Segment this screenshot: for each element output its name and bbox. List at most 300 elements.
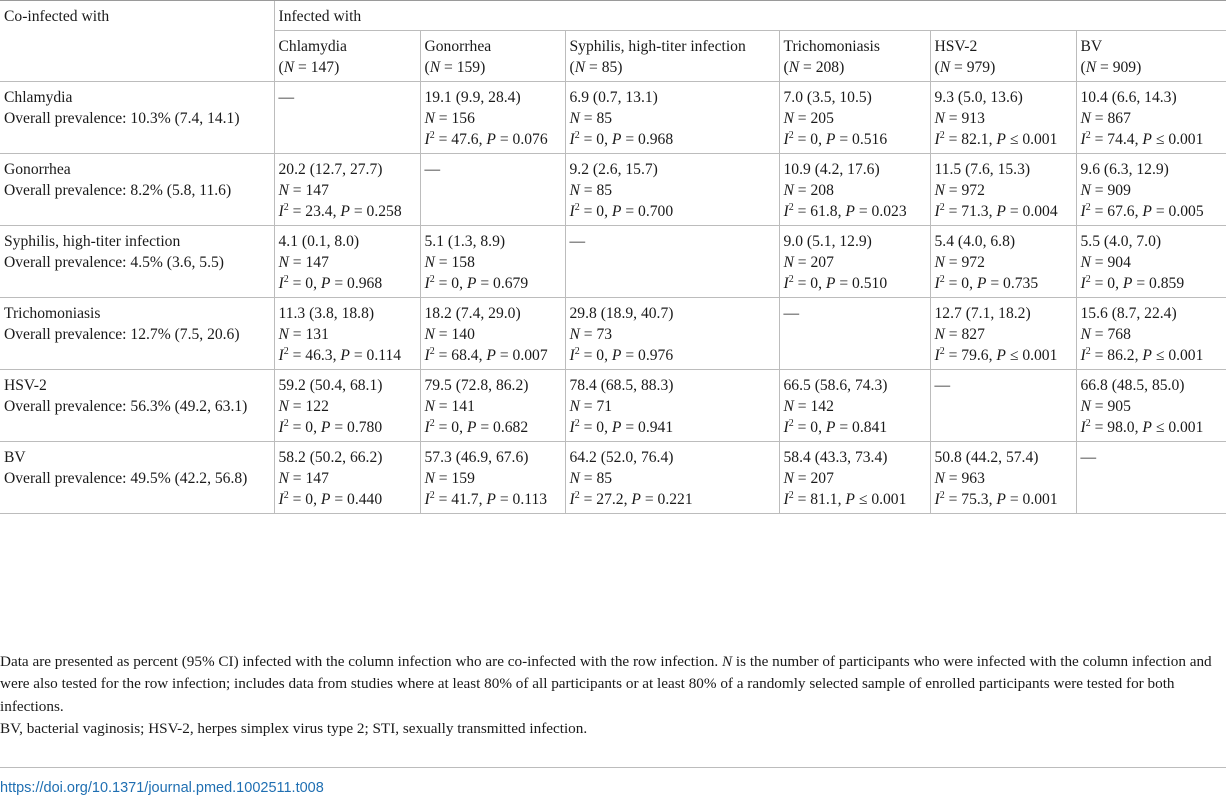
i2-value: 41.7 bbox=[451, 491, 479, 508]
p-symbol: P bbox=[611, 131, 622, 148]
i2-value: 67.6 bbox=[1107, 203, 1135, 220]
sample-size: N = 904 bbox=[1080, 254, 1131, 271]
column-header-name: Trichomoniasis bbox=[783, 38, 880, 55]
data-cell bbox=[420, 82, 565, 154]
n-symbol: N bbox=[569, 110, 580, 127]
data-cell bbox=[1076, 154, 1226, 226]
estimate-ci: 11.5 (7.6, 15.3) bbox=[934, 161, 1031, 178]
i-symbol: I bbox=[569, 131, 575, 148]
n-symbol: N bbox=[783, 398, 794, 415]
n-value: 909 bbox=[1107, 182, 1131, 199]
column-header bbox=[1076, 31, 1226, 82]
estimate-ci: 10.4 (6.6, 14.3) bbox=[1080, 89, 1177, 106]
i-symbol: I bbox=[569, 419, 575, 436]
column-n-value: 159 bbox=[456, 59, 481, 76]
superscript-2: 2 bbox=[788, 201, 794, 213]
i2-value: 74.4 bbox=[1107, 131, 1135, 148]
data-cell bbox=[420, 154, 565, 226]
data-cell bbox=[1076, 370, 1226, 442]
column-header-name: Syphilis, high-titer infection bbox=[569, 38, 746, 55]
superscript-2: 2 bbox=[574, 345, 580, 357]
column-n-value: 979 bbox=[966, 59, 991, 76]
n-value: 972 bbox=[961, 254, 985, 271]
superscript-2: 2 bbox=[939, 201, 945, 213]
i2-stat: $I^2 = 0$, bbox=[424, 417, 463, 436]
heterogeneity-stats bbox=[784, 489, 926, 510]
p-symbol: P bbox=[1122, 275, 1133, 292]
p-stat bbox=[1142, 419, 1164, 436]
data-cell bbox=[420, 298, 565, 370]
p-relation: = bbox=[499, 131, 509, 148]
p-value: 0.221 bbox=[657, 491, 693, 508]
n-symbol: N bbox=[788, 59, 800, 76]
p-symbol: P bbox=[320, 491, 331, 508]
data-cell bbox=[274, 370, 420, 442]
p-stat bbox=[612, 347, 634, 364]
estimate-ci: 64.2 (52.0, 76.4) bbox=[569, 449, 674, 466]
data-cell bbox=[420, 370, 565, 442]
p-value: 0.113 bbox=[512, 491, 548, 508]
estimate-ci: 19.1 (9.9, 28.4) bbox=[424, 89, 521, 106]
heterogeneity-stats bbox=[279, 273, 416, 294]
column-n-value: 909 bbox=[1112, 59, 1137, 76]
i2-stat: $I^2 = 0$, bbox=[569, 201, 608, 220]
p-value: 0.001 bbox=[1168, 347, 1204, 364]
i2-stat: $I^2 = 0$, bbox=[783, 417, 822, 436]
p-stat bbox=[467, 419, 489, 436]
data-cell bbox=[274, 154, 420, 226]
p-stat bbox=[996, 203, 1018, 220]
p-stat bbox=[321, 491, 343, 508]
sample-size: N = 85 bbox=[569, 110, 613, 127]
n-symbol: N bbox=[934, 182, 945, 199]
i2-value: 0 bbox=[810, 275, 819, 292]
n-value: 207 bbox=[810, 254, 834, 271]
p-stat bbox=[321, 275, 343, 292]
i-symbol: I bbox=[934, 347, 940, 364]
n-value: 142 bbox=[810, 398, 834, 415]
i-symbol: I bbox=[1080, 275, 1086, 292]
table-row bbox=[0, 226, 1226, 298]
superscript-2: 2 bbox=[429, 489, 435, 501]
sample-size: N = 972 bbox=[934, 254, 985, 271]
p-value: 0.735 bbox=[1003, 275, 1039, 292]
i-symbol: I bbox=[569, 347, 575, 364]
sample-size: N = 768 bbox=[1080, 326, 1131, 343]
n-symbol: N bbox=[278, 326, 289, 343]
p-value: 0.440 bbox=[347, 491, 383, 508]
p-relation: ≤ bbox=[1009, 131, 1019, 148]
n-symbol: N bbox=[1080, 110, 1091, 127]
header-group-row bbox=[0, 1, 1226, 31]
data-cell bbox=[565, 82, 779, 154]
superscript-2: 2 bbox=[429, 345, 435, 357]
p-value: 0.682 bbox=[493, 419, 529, 436]
column-header bbox=[420, 31, 565, 82]
p-relation: = bbox=[625, 419, 635, 436]
superscript-2: 2 bbox=[429, 273, 435, 285]
sample-size: N = 73 bbox=[569, 326, 613, 343]
heterogeneity-stats bbox=[784, 129, 926, 150]
sample-size: N = 905 bbox=[1080, 398, 1131, 415]
n-symbol: N bbox=[934, 470, 945, 487]
i2-value: 23.4 bbox=[305, 203, 333, 220]
estimate-ci: 5.1 (1.3, 8.9) bbox=[424, 233, 506, 250]
estimate-ci: 6.9 (0.7, 13.1) bbox=[569, 89, 658, 106]
estimate-ci: 12.7 (7.1, 18.2) bbox=[934, 305, 1031, 322]
p-stat bbox=[826, 131, 848, 148]
n-value: 905 bbox=[1107, 398, 1131, 415]
data-cell bbox=[779, 82, 930, 154]
p-symbol: P bbox=[320, 275, 331, 292]
p-symbol: P bbox=[486, 491, 496, 508]
n-symbol: N bbox=[424, 254, 435, 271]
n-value: 122 bbox=[305, 398, 329, 415]
column-header-n: (N = 85) bbox=[569, 59, 623, 76]
i2-stat: $I^2 = 0$, bbox=[783, 129, 822, 148]
n-value: 913 bbox=[961, 110, 985, 127]
n-value: 85 bbox=[596, 182, 613, 199]
i2-value: 46.3 bbox=[305, 347, 333, 364]
data-cell bbox=[1076, 298, 1226, 370]
estimate-ci: 5.4 (4.0, 6.8) bbox=[934, 233, 1016, 250]
sample-size: N = 208 bbox=[783, 182, 834, 199]
i2-stat: $I^2 = 81.1$, bbox=[783, 489, 842, 508]
column-header-n: (N = 979) bbox=[934, 59, 996, 76]
column-header-n: (N = 147) bbox=[278, 59, 340, 76]
p-value: 0.001 bbox=[1168, 131, 1204, 148]
i2-value: 68.4 bbox=[451, 347, 479, 364]
n-value: 73 bbox=[596, 326, 613, 343]
row-header bbox=[0, 298, 274, 370]
data-cell bbox=[779, 154, 930, 226]
i-symbol: I bbox=[783, 491, 789, 508]
p-value: 0.005 bbox=[1168, 203, 1204, 220]
heterogeneity-stats bbox=[1081, 345, 1223, 366]
n-value: 158 bbox=[451, 254, 475, 271]
n-symbol: N bbox=[1080, 398, 1091, 415]
i-symbol: I bbox=[278, 275, 284, 292]
n-value: 972 bbox=[961, 182, 985, 199]
sample-size: N = 207 bbox=[783, 254, 834, 271]
p-symbol: P bbox=[611, 419, 622, 436]
row-header bbox=[0, 82, 274, 154]
i2-value: 0 bbox=[451, 275, 460, 292]
data-cell bbox=[930, 154, 1076, 226]
estimate-ci: 5.5 (4.0, 7.0) bbox=[1080, 233, 1162, 250]
sample-size: N = 158 bbox=[424, 254, 475, 271]
estimate-ci: 15.6 (8.7, 22.4) bbox=[1080, 305, 1177, 322]
estimate-ci: 78.4 (68.5, 88.3) bbox=[569, 377, 674, 394]
heterogeneity-stats bbox=[425, 273, 561, 294]
p-relation: ≤ bbox=[1155, 131, 1165, 148]
row-overall-prevalence: Overall prevalence: 10.3% (7.4, 14.1) bbox=[4, 110, 240, 127]
data-cell bbox=[565, 298, 779, 370]
heterogeneity-stats bbox=[784, 201, 926, 222]
estimate-ci: 9.3 (5.0, 13.6) bbox=[934, 89, 1023, 106]
superscript-2: 2 bbox=[283, 489, 289, 501]
i2-value: 61.8 bbox=[810, 203, 838, 220]
heterogeneity-stats bbox=[784, 273, 926, 294]
i2-value: 0 bbox=[305, 491, 314, 508]
heterogeneity-stats bbox=[935, 273, 1072, 294]
data-cell bbox=[930, 442, 1076, 514]
p-relation: = bbox=[499, 347, 509, 364]
column-header bbox=[565, 31, 779, 82]
estimate-ci: 58.4 (43.3, 73.4) bbox=[783, 449, 888, 466]
n-value: 85 bbox=[596, 470, 613, 487]
p-value: 0.941 bbox=[638, 419, 674, 436]
sample-size: N = 827 bbox=[934, 326, 985, 343]
p-value: 0.076 bbox=[512, 131, 548, 148]
estimate-ci: 66.5 (58.6, 74.3) bbox=[783, 377, 888, 394]
data-cell bbox=[779, 226, 930, 298]
n-symbol: N bbox=[1080, 326, 1091, 343]
i2-stat: $I^2 = 0$, bbox=[278, 489, 317, 508]
column-header-n: (N = 909) bbox=[1080, 59, 1142, 76]
p-stat bbox=[845, 491, 867, 508]
i-symbol: I bbox=[278, 419, 284, 436]
p-symbol: P bbox=[340, 347, 350, 364]
heterogeneity-stats bbox=[935, 345, 1072, 366]
p-stat bbox=[612, 131, 634, 148]
p-relation: = bbox=[1009, 491, 1019, 508]
p-value: 0.001 bbox=[1022, 131, 1058, 148]
p-relation: = bbox=[334, 491, 344, 508]
i2-stat: $I^2 = 46.3$, bbox=[278, 345, 337, 364]
i2-value: 0 bbox=[810, 419, 819, 436]
i2-value: 0 bbox=[596, 419, 605, 436]
superscript-2: 2 bbox=[574, 417, 580, 429]
p-symbol: P bbox=[486, 347, 496, 364]
i2-stat: $I^2 = 74.4$, bbox=[1080, 129, 1139, 148]
i-symbol: I bbox=[424, 275, 430, 292]
data-cell bbox=[420, 226, 565, 298]
estimate-ci: 59.2 (50.4, 68.1) bbox=[278, 377, 383, 394]
p-relation: = bbox=[839, 131, 849, 148]
p-value: 0.679 bbox=[493, 275, 529, 292]
p-value: 0.516 bbox=[852, 131, 888, 148]
p-stat bbox=[340, 347, 362, 364]
n-symbol: N bbox=[574, 59, 586, 76]
n-symbol: N bbox=[424, 326, 435, 343]
p-relation: = bbox=[334, 419, 344, 436]
p-stat bbox=[321, 419, 343, 436]
column-n-value: 85 bbox=[601, 59, 618, 76]
n-symbol: N bbox=[278, 182, 289, 199]
i2-stat: $I^2 = 41.7$, bbox=[424, 489, 483, 508]
heterogeneity-stats bbox=[935, 489, 1072, 510]
heterogeneity-stats bbox=[570, 489, 775, 510]
p-symbol: P bbox=[845, 491, 855, 508]
i2-stat: $I^2 = 68.4$, bbox=[424, 345, 483, 364]
sample-size: N = 207 bbox=[783, 470, 834, 487]
p-value: 0.001 bbox=[1022, 491, 1058, 508]
estimate-ci: 18.2 (7.4, 29.0) bbox=[424, 305, 521, 322]
table-row bbox=[0, 442, 1226, 514]
estimate-ci: 66.8 (48.5, 85.0) bbox=[1080, 377, 1185, 394]
p-relation: = bbox=[353, 203, 363, 220]
row-header bbox=[0, 226, 274, 298]
p-relation: = bbox=[625, 131, 635, 148]
i2-value: 0 bbox=[451, 419, 460, 436]
superscript-2: 2 bbox=[939, 273, 945, 285]
superscript-2: 2 bbox=[1085, 345, 1091, 357]
corner-header: Co-infected with bbox=[0, 1, 274, 82]
p-value: 0.001 bbox=[1022, 347, 1058, 364]
column-header-name: Gonorrhea bbox=[424, 38, 492, 55]
n-symbol: N bbox=[424, 398, 435, 415]
n-symbol: N bbox=[783, 254, 794, 271]
superscript-2: 2 bbox=[788, 273, 794, 285]
heterogeneity-stats bbox=[425, 129, 561, 150]
data-cell bbox=[274, 82, 420, 154]
row-infection-name: BV bbox=[4, 449, 26, 466]
group-header: Infected with bbox=[274, 1, 1226, 31]
n-value: 147 bbox=[305, 470, 329, 487]
data-cell bbox=[779, 442, 930, 514]
i-symbol: I bbox=[278, 347, 284, 364]
i-symbol: I bbox=[934, 203, 940, 220]
data-cell bbox=[930, 370, 1076, 442]
superscript-2: 2 bbox=[788, 129, 794, 141]
data-cell bbox=[565, 154, 779, 226]
p-symbol: P bbox=[1142, 131, 1152, 148]
data-cell bbox=[565, 226, 779, 298]
heterogeneity-stats bbox=[279, 489, 416, 510]
n-value: 963 bbox=[961, 470, 985, 487]
empty-cell-dash: — bbox=[934, 377, 951, 394]
i2-stat: $I^2 = 0$, bbox=[783, 273, 822, 292]
p-relation: = bbox=[1009, 203, 1019, 220]
p-value: 0.510 bbox=[852, 275, 888, 292]
estimate-ci: 11.3 (3.8, 18.8) bbox=[278, 305, 375, 322]
superscript-2: 2 bbox=[574, 129, 580, 141]
n-symbol: N bbox=[569, 326, 580, 343]
i2-value: 79.6 bbox=[961, 347, 989, 364]
p-symbol: P bbox=[1142, 419, 1152, 436]
row-infection-name: Gonorrhea bbox=[4, 161, 71, 178]
estimate-ci: 20.2 (12.7, 27.7) bbox=[278, 161, 383, 178]
i2-value: 81.1 bbox=[810, 491, 838, 508]
n-value: 904 bbox=[1107, 254, 1131, 271]
p-relation: = bbox=[990, 275, 1000, 292]
i-symbol: I bbox=[934, 131, 940, 148]
heterogeneity-stats bbox=[784, 417, 926, 438]
data-cell bbox=[1076, 82, 1226, 154]
i2-value: 27.2 bbox=[596, 491, 624, 508]
i2-value: 82.1 bbox=[961, 131, 989, 148]
p-stat bbox=[631, 491, 653, 508]
sample-size: N = 131 bbox=[278, 326, 329, 343]
superscript-2: 2 bbox=[283, 417, 289, 429]
i2-stat: $I^2 = 79.6$, bbox=[934, 345, 993, 364]
p-symbol: P bbox=[631, 491, 641, 508]
heterogeneity-stats bbox=[279, 201, 416, 222]
heterogeneity-stats bbox=[935, 201, 1072, 222]
superscript-2: 2 bbox=[1085, 273, 1091, 285]
i-symbol: I bbox=[424, 131, 430, 148]
n-symbol: N bbox=[1080, 254, 1091, 271]
heterogeneity-stats bbox=[279, 417, 416, 438]
sample-size: N = 122 bbox=[278, 398, 329, 415]
p-stat bbox=[486, 491, 508, 508]
n-symbol: N bbox=[939, 59, 951, 76]
n-symbol: N bbox=[424, 110, 435, 127]
p-relation: = bbox=[858, 203, 868, 220]
data-cell bbox=[565, 370, 779, 442]
i2-value: 0 bbox=[305, 275, 314, 292]
empty-cell-dash: — bbox=[278, 89, 295, 106]
p-relation: = bbox=[499, 491, 509, 508]
sample-size: N = 156 bbox=[424, 110, 475, 127]
p-symbol: P bbox=[825, 275, 836, 292]
row-infection-name: Syphilis, high-titer infection bbox=[4, 233, 181, 250]
table-body bbox=[0, 82, 1226, 514]
sample-size: N = 141 bbox=[424, 398, 475, 415]
p-value: 0.001 bbox=[871, 491, 907, 508]
estimate-ci: 4.1 (0.1, 8.0) bbox=[278, 233, 360, 250]
heterogeneity-stats bbox=[425, 345, 561, 366]
footnote-definition bbox=[0, 651, 1220, 718]
doi-link[interactable]: https://doi.org/10.1371/journal.pmed.1002511.t008 bbox=[0, 780, 324, 796]
sample-size: N = 867 bbox=[1080, 110, 1131, 127]
i2-value: 0 bbox=[596, 347, 605, 364]
p-symbol: P bbox=[996, 131, 1006, 148]
heterogeneity-stats bbox=[425, 489, 561, 510]
estimate-ci: 58.2 (50.2, 66.2) bbox=[278, 449, 383, 466]
column-header-n: (N = 208) bbox=[783, 59, 845, 76]
superscript-2: 2 bbox=[283, 201, 289, 213]
n-symbol: N bbox=[783, 182, 794, 199]
i-symbol: I bbox=[1080, 347, 1086, 364]
p-relation: = bbox=[480, 419, 490, 436]
p-symbol: P bbox=[1142, 203, 1152, 220]
p-relation: ≤ bbox=[858, 491, 868, 508]
i-symbol: I bbox=[569, 491, 575, 508]
p-value: 0.114 bbox=[366, 347, 402, 364]
n-symbol: N bbox=[721, 653, 733, 670]
superscript-2: 2 bbox=[429, 417, 435, 429]
n-symbol: N bbox=[783, 110, 794, 127]
i-symbol: I bbox=[783, 275, 789, 292]
i-symbol: I bbox=[783, 203, 789, 220]
i2-stat: $I^2 = 0$, bbox=[569, 417, 608, 436]
superscript-2: 2 bbox=[1085, 201, 1091, 213]
n-symbol: N bbox=[934, 254, 945, 271]
heterogeneity-stats bbox=[1081, 129, 1223, 150]
p-symbol: P bbox=[611, 203, 622, 220]
p-stat bbox=[977, 275, 999, 292]
data-cell bbox=[1076, 226, 1226, 298]
estimate-ci: 10.9 (4.2, 17.6) bbox=[783, 161, 880, 178]
sample-size: N = 913 bbox=[934, 110, 985, 127]
data-cell bbox=[274, 298, 420, 370]
superscript-2: 2 bbox=[939, 345, 945, 357]
estimate-ci: 50.8 (44.2, 57.4) bbox=[934, 449, 1039, 466]
sample-size: N = 142 bbox=[783, 398, 834, 415]
p-relation: = bbox=[625, 203, 635, 220]
p-stat bbox=[486, 131, 508, 148]
p-stat bbox=[845, 203, 867, 220]
n-symbol: N bbox=[1080, 182, 1091, 199]
column-header bbox=[779, 31, 930, 82]
n-symbol: N bbox=[569, 470, 580, 487]
p-stat bbox=[996, 347, 1018, 364]
n-value: 867 bbox=[1107, 110, 1131, 127]
estimate-ci: 29.8 (18.9, 40.7) bbox=[569, 305, 674, 322]
doi-divider bbox=[0, 767, 1226, 768]
